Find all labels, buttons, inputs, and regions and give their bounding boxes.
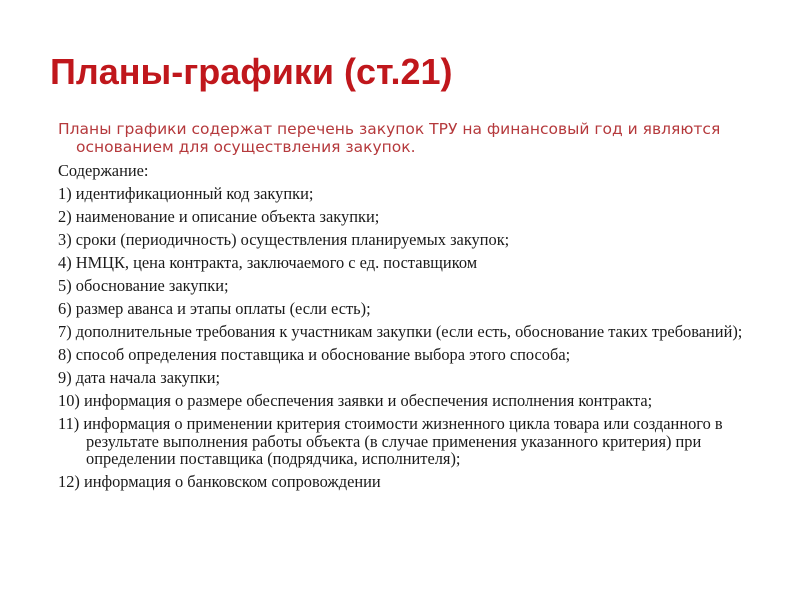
list-item: 4) НМЦК, цена контракта, заключаемого с ед. поставщиком — [58, 253, 478, 272]
list-item: 1) идентификационный код закупки; — [58, 184, 314, 203]
list-item: 3) сроки (периодичность) осуществления планируемых закупок; — [58, 230, 510, 249]
slide-title: Планы-графики (ст.21) — [50, 51, 453, 92]
content-heading: Содержание: — [58, 161, 149, 180]
list-item: 2) наименование и описание объекта закупки; — [58, 207, 380, 226]
list-item: 10) информация о размере обеспечения заявки и обеспечения исполнения контракта; — [58, 391, 653, 410]
list-item: 5) обоснование закупки; — [58, 276, 229, 295]
list-item: 11) информация о применении критерия стоимости жизненного цикла товара или созданного в результате выполнения работы объекта (в случае применения указанного критерия) при определении поставщика (подрядчика, исполнителя); — [58, 414, 723, 468]
slide-body — [58, 120, 758, 496]
list-item: 12) информация о банковском сопровождении — [58, 472, 381, 491]
list-item: 8) способ определения поставщика и обоснование выбора этого способа; — [58, 345, 571, 364]
list-item: 9) дата начала закупки; — [58, 368, 221, 387]
list-item: 6) размер аванса и этапы оплаты (если есть); — [58, 299, 371, 318]
intro-text: Планы графики содержат перечень закупок ТРУ на финансовый год и являются основанием для осуществления закупок. — [58, 120, 721, 156]
list-item: 7) дополнительные требования к участникам закупки (если есть, обоснование таких требований); — [58, 322, 743, 341]
